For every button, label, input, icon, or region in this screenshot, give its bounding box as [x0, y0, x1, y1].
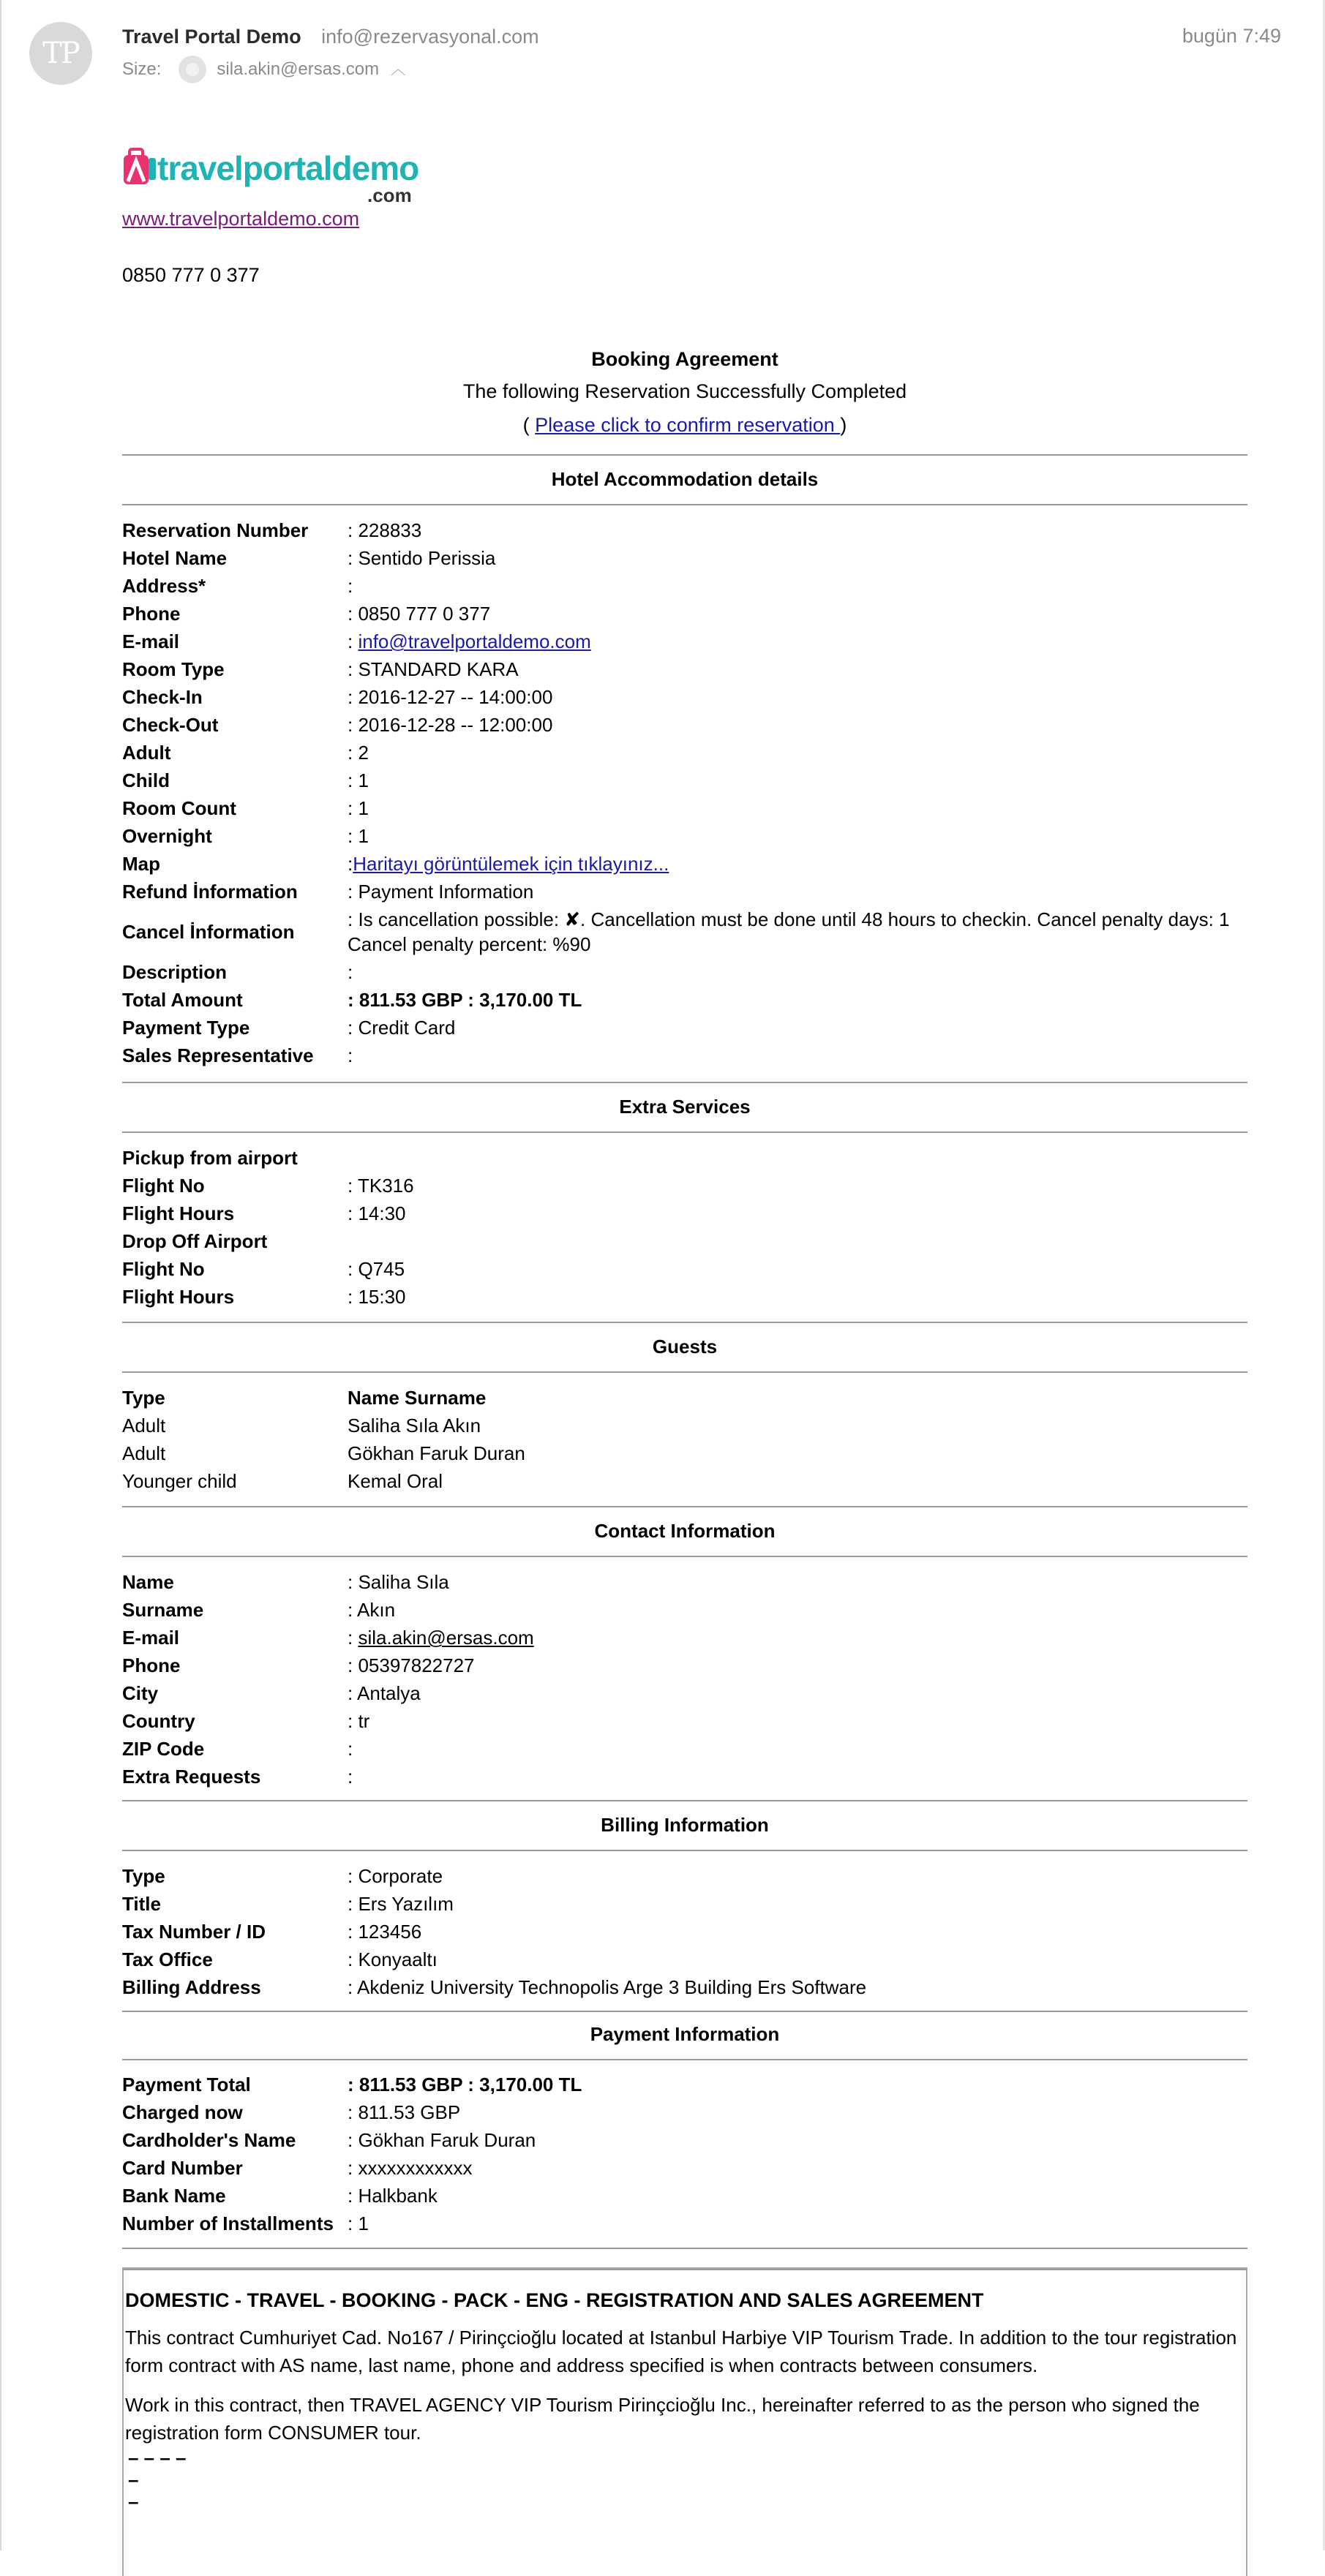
row-label: Bank Name — [122, 2185, 226, 2207]
row-value: : 2016-12-27 -- 14:00:00 — [348, 686, 553, 708]
sender-line — [122, 25, 539, 48]
row-label: Map — [122, 853, 160, 875]
table-row — [122, 1412, 1247, 1439]
payment-section-title: Payment Information — [590, 2023, 780, 2045]
row-value: : Akın — [348, 1599, 396, 1621]
divider — [122, 1556, 1247, 1557]
row-value: : 15:30 — [348, 1286, 406, 1308]
list-marker: – — [128, 2468, 139, 2490]
suitcase-logo-icon — [124, 149, 156, 184]
guest-name: Saliha Sıla Akın — [348, 1415, 481, 1436]
row-label: Refund İnformation — [122, 881, 298, 903]
table-row — [122, 878, 1247, 905]
payment-details — [122, 2071, 1247, 2237]
row-value: : — [348, 575, 353, 597]
row-value: : 2 — [348, 742, 369, 764]
sender-avatar: TP — [29, 22, 92, 85]
row-label: E-mail — [122, 1627, 180, 1649]
table-row — [122, 1042, 1247, 1069]
row-label: City — [122, 1682, 159, 1704]
extras-section-title: Extra Services — [619, 1096, 751, 1118]
table-row — [122, 516, 1247, 544]
row-value — [348, 850, 1247, 878]
map-link[interactable]: Haritayı görüntülemek için tıklayınız... — [353, 853, 669, 875]
table-row — [122, 655, 1247, 683]
divider — [122, 1082, 1247, 1083]
row-value: : Halkbank — [348, 2185, 438, 2207]
row-value: : — [348, 1766, 353, 1788]
divider — [122, 504, 1247, 505]
row-label: Adult — [122, 742, 171, 764]
table-row — [122, 1200, 1247, 1227]
row-value: : Sentido Perissia — [348, 547, 496, 569]
row-value: : — [348, 1738, 353, 1760]
row-value: : Credit Card — [348, 1017, 456, 1039]
row-value: : Saliha Sıla — [348, 1571, 449, 1593]
row-label: Room Count — [122, 797, 236, 819]
row-label: Reservation Number — [122, 519, 309, 541]
table-row — [122, 1283, 1247, 1311]
guest-name: Gökhan Faruk Duran — [348, 1442, 525, 1464]
row-value: : 811.53 GBP : 3,170.00 TL — [348, 989, 582, 1011]
svg-text:travelportaldemo: travelportaldemo — [157, 149, 419, 187]
table-row — [122, 572, 1247, 600]
sender-name[interactable]: Travel Portal Demo — [122, 26, 301, 48]
row-value: : Ers Yazılım — [348, 1893, 454, 1915]
row-label: Overnight — [122, 825, 212, 847]
recipient-email[interactable]: sila.akin@ersas.com — [217, 59, 380, 79]
extra-services — [122, 1144, 1247, 1311]
table-row — [122, 1973, 1247, 2001]
table-row — [122, 1014, 1247, 1042]
row-label: Tax Office — [122, 1948, 213, 1970]
row-label: Total Amount — [122, 989, 243, 1011]
agreement-title: DOMESTIC - TRAVEL - BOOKING - PACK - ENG - REGISTRATION AND SALES AGREEMENT — [125, 2289, 984, 2311]
table-row — [122, 1227, 1247, 1255]
row-label: Extra Requests — [122, 1766, 261, 1788]
row-value: : Q745 — [348, 1258, 405, 1280]
table-row — [122, 1172, 1247, 1200]
guest-name: Kemal Oral — [348, 1470, 443, 1492]
row-label: Address* — [122, 575, 206, 597]
table-header — [122, 1384, 1247, 1412]
row-label: ZIP Code — [122, 1738, 205, 1760]
row-label: Payment Type — [122, 1017, 250, 1039]
row-value: : Konyaaltı — [348, 1948, 438, 1970]
row-value: : xxxxxxxxxxxx — [348, 2157, 473, 2179]
divider — [122, 1131, 1247, 1133]
row-value: : — [348, 1044, 353, 1066]
colon: : — [348, 1627, 359, 1649]
received-time: bugün 7:49 — [1182, 25, 1281, 47]
confirm-reservation-link[interactable]: Please click to confirm reservation — [535, 414, 841, 436]
contact-email-link[interactable]: sila.akin@ersas.com — [358, 1627, 534, 1649]
divider — [122, 1506, 1247, 1507]
column-header-type: Type — [122, 1387, 165, 1409]
divider — [122, 1800, 1247, 1801]
row-label: Flight Hours — [122, 1286, 235, 1308]
to-label: Size: — [122, 59, 162, 79]
row-label: Phone — [122, 603, 181, 625]
table-row — [122, 905, 1247, 958]
row-value: : Corporate — [348, 1865, 443, 1887]
table-row — [122, 986, 1247, 1014]
colon: : — [348, 630, 359, 652]
column-header-name: Name Surname — [348, 1387, 487, 1409]
row-label: Drop Off Airport — [122, 1230, 268, 1252]
row-value — [348, 1144, 1247, 1172]
table-row — [122, 958, 1247, 986]
booking-agreement-title: Booking Agreement — [591, 348, 778, 370]
recipient-avatar-icon — [179, 56, 206, 83]
row-value: : 811.53 GBP — [348, 2101, 461, 2123]
row-value: : TK316 — [348, 1175, 414, 1197]
row-label: Check-In — [122, 686, 203, 708]
guest-type: Adult — [122, 1415, 166, 1436]
hotel-details — [122, 516, 1247, 1069]
row-value: : 1 — [348, 797, 369, 819]
table-row — [122, 1467, 1247, 1495]
row-value: : tr — [348, 1710, 370, 1732]
row-value: : 811.53 GBP : 3,170.00 TL — [348, 2074, 582, 2095]
row-value: : — [348, 961, 353, 983]
row-label: Surname — [122, 1599, 204, 1621]
table-row — [122, 1439, 1247, 1467]
table-row — [122, 1652, 1247, 1679]
row-label: Phone — [122, 1654, 181, 1676]
sender-email[interactable]: info@rezervasyonal.com — [321, 26, 539, 48]
table-row — [122, 1255, 1247, 1283]
row-value — [348, 628, 1247, 655]
table-row — [122, 1679, 1247, 1707]
success-message: The following Reservation Successfully Completed — [462, 380, 907, 402]
table-row — [122, 1918, 1247, 1946]
contact-section-title: Contact Information — [594, 1520, 776, 1542]
guest-type: Younger child — [122, 1470, 237, 1492]
row-value: : STANDARD KARA — [348, 658, 519, 680]
table-row — [122, 2182, 1247, 2210]
chevron-up-icon[interactable]: ︿ — [391, 61, 406, 78]
table-row — [122, 1596, 1247, 1624]
row-label: Description — [122, 961, 228, 983]
table-row — [122, 850, 1247, 878]
row-value: : 2016-12-28 -- 12:00:00 — [348, 714, 553, 736]
guests-section-title: Guests — [652, 1336, 718, 1357]
divider — [122, 1322, 1247, 1323]
guests-table — [122, 1384, 1247, 1495]
sales-agreement-box — [122, 2267, 1247, 2576]
website-link[interactable]: www.travelportaldemo.com — [122, 208, 360, 230]
table-row — [122, 1946, 1247, 1973]
table-row — [122, 1890, 1247, 1918]
hotel-section-title: Hotel Accommodation details — [551, 468, 819, 490]
divider — [122, 2059, 1247, 2060]
row-label: Sales Representative — [122, 1044, 314, 1066]
row-value — [348, 1227, 1247, 1255]
row-label: Card Number — [122, 2157, 243, 2179]
table-row — [122, 739, 1247, 767]
divider — [122, 2248, 1247, 2249]
agreement-paragraph: Work in this contract, then TRAVEL AGENCY VIP Tourism Pirinçcioğlu Inc., hereinafter referred to as the person who signed the registration form CONSUMER tour. — [125, 2394, 1200, 2444]
row-label: Type — [122, 1865, 165, 1887]
row-value: : Akdeniz University Technopolis Arge 3 Building Ers Software — [348, 1976, 867, 1998]
row-label: Pickup from airport — [122, 1147, 298, 1169]
recipient-line — [122, 56, 405, 83]
agreement-paragraph: This contract Cumhuriyet Cad. No167 / Pirinçcioğlu located at Istanbul Harbiye VIP Tourism Trade. In addition to the tour registration form contract with AS name, last name, phone and address specified is when contracts between consumers. — [125, 2327, 1237, 2376]
table-row — [122, 683, 1247, 711]
row-label: Cardholder's Name — [122, 2129, 296, 2151]
row-value: : Payment Information — [348, 881, 534, 903]
row-label: Payment Total — [122, 2074, 251, 2095]
row-label: Room Type — [122, 658, 225, 680]
row-label: Billing Address — [122, 1976, 261, 1998]
contact-details — [122, 1568, 1247, 1790]
row-label: Child — [122, 769, 170, 791]
row-value: : 123456 — [348, 1921, 422, 1943]
divider — [122, 454, 1247, 456]
table-row — [122, 2210, 1247, 2237]
row-value: : Is cancellation possible: ✘. Cancellation must be done until 48 hours to checkin. Cancel penalty days: 1 Cancel penalty percent: %90 — [348, 908, 1230, 955]
row-value: : 05397822727 — [348, 1654, 475, 1676]
billing-section-title: Billing Information — [601, 1814, 769, 1836]
colon: : — [348, 853, 353, 875]
table-row — [122, 2154, 1247, 2182]
row-label: Tax Number / ID — [122, 1921, 266, 1943]
table-row — [122, 1707, 1247, 1735]
table-row — [122, 2126, 1247, 2154]
row-label: Flight Hours — [122, 1202, 235, 1224]
guest-type: Adult — [122, 1442, 166, 1464]
table-row — [122, 544, 1247, 572]
confirm-line — [122, 414, 1247, 437]
row-value — [348, 1624, 1247, 1652]
hotel-email-link[interactable]: info@travelportaldemo.com — [358, 630, 591, 652]
divider — [122, 1850, 1247, 1851]
table-row — [122, 1144, 1247, 1172]
table-row — [122, 794, 1247, 822]
row-value: : 1 — [348, 2212, 369, 2234]
row-value: : 1 — [348, 825, 369, 847]
row-value: : Antalya — [348, 1682, 421, 1704]
paren-close: ) — [840, 414, 847, 436]
table-row — [122, 1862, 1247, 1890]
row-label: Check-Out — [122, 714, 219, 736]
row-value: : 0850 777 0 377 — [348, 603, 491, 625]
table-row — [122, 1568, 1247, 1596]
row-value: : 228833 — [348, 519, 422, 541]
row-label: Name — [122, 1571, 174, 1593]
svg-text:.com: .com — [367, 184, 412, 206]
table-row — [122, 600, 1247, 628]
row-label: Title — [122, 1893, 161, 1915]
row-label: Flight No — [122, 1258, 205, 1280]
travelportal-logo — [122, 145, 429, 211]
table-row — [122, 1735, 1247, 1763]
table-row — [122, 711, 1247, 739]
table-row — [122, 628, 1247, 655]
row-label: Cancel İnformation — [122, 921, 295, 943]
row-label: Number of Installments — [122, 2212, 334, 2234]
row-label: Charged now — [122, 2101, 243, 2123]
row-label: Flight No — [122, 1175, 205, 1197]
divider — [122, 2011, 1247, 2012]
table-row — [122, 767, 1247, 794]
pane-divider — [0, 0, 1, 2550]
row-label: Hotel Name — [122, 547, 228, 569]
paren-open: ( — [522, 414, 530, 436]
row-value: : 1 — [348, 769, 369, 791]
divider — [122, 1371, 1247, 1373]
table-row — [122, 822, 1247, 850]
list-marker: – – – – — [128, 2447, 187, 2468]
agency-phone: 0850 777 0 377 — [122, 264, 260, 286]
row-value: : 14:30 — [348, 1202, 406, 1224]
list-marker: – — [128, 2490, 139, 2512]
table-row — [122, 1624, 1247, 1652]
row-value: : Gökhan Faruk Duran — [348, 2129, 536, 2151]
billing-details — [122, 1862, 1247, 2001]
row-label: Country — [122, 1710, 195, 1732]
table-row — [122, 1763, 1247, 1790]
row-label: E-mail — [122, 630, 180, 652]
table-row — [122, 2098, 1247, 2126]
table-row — [122, 2071, 1247, 2098]
